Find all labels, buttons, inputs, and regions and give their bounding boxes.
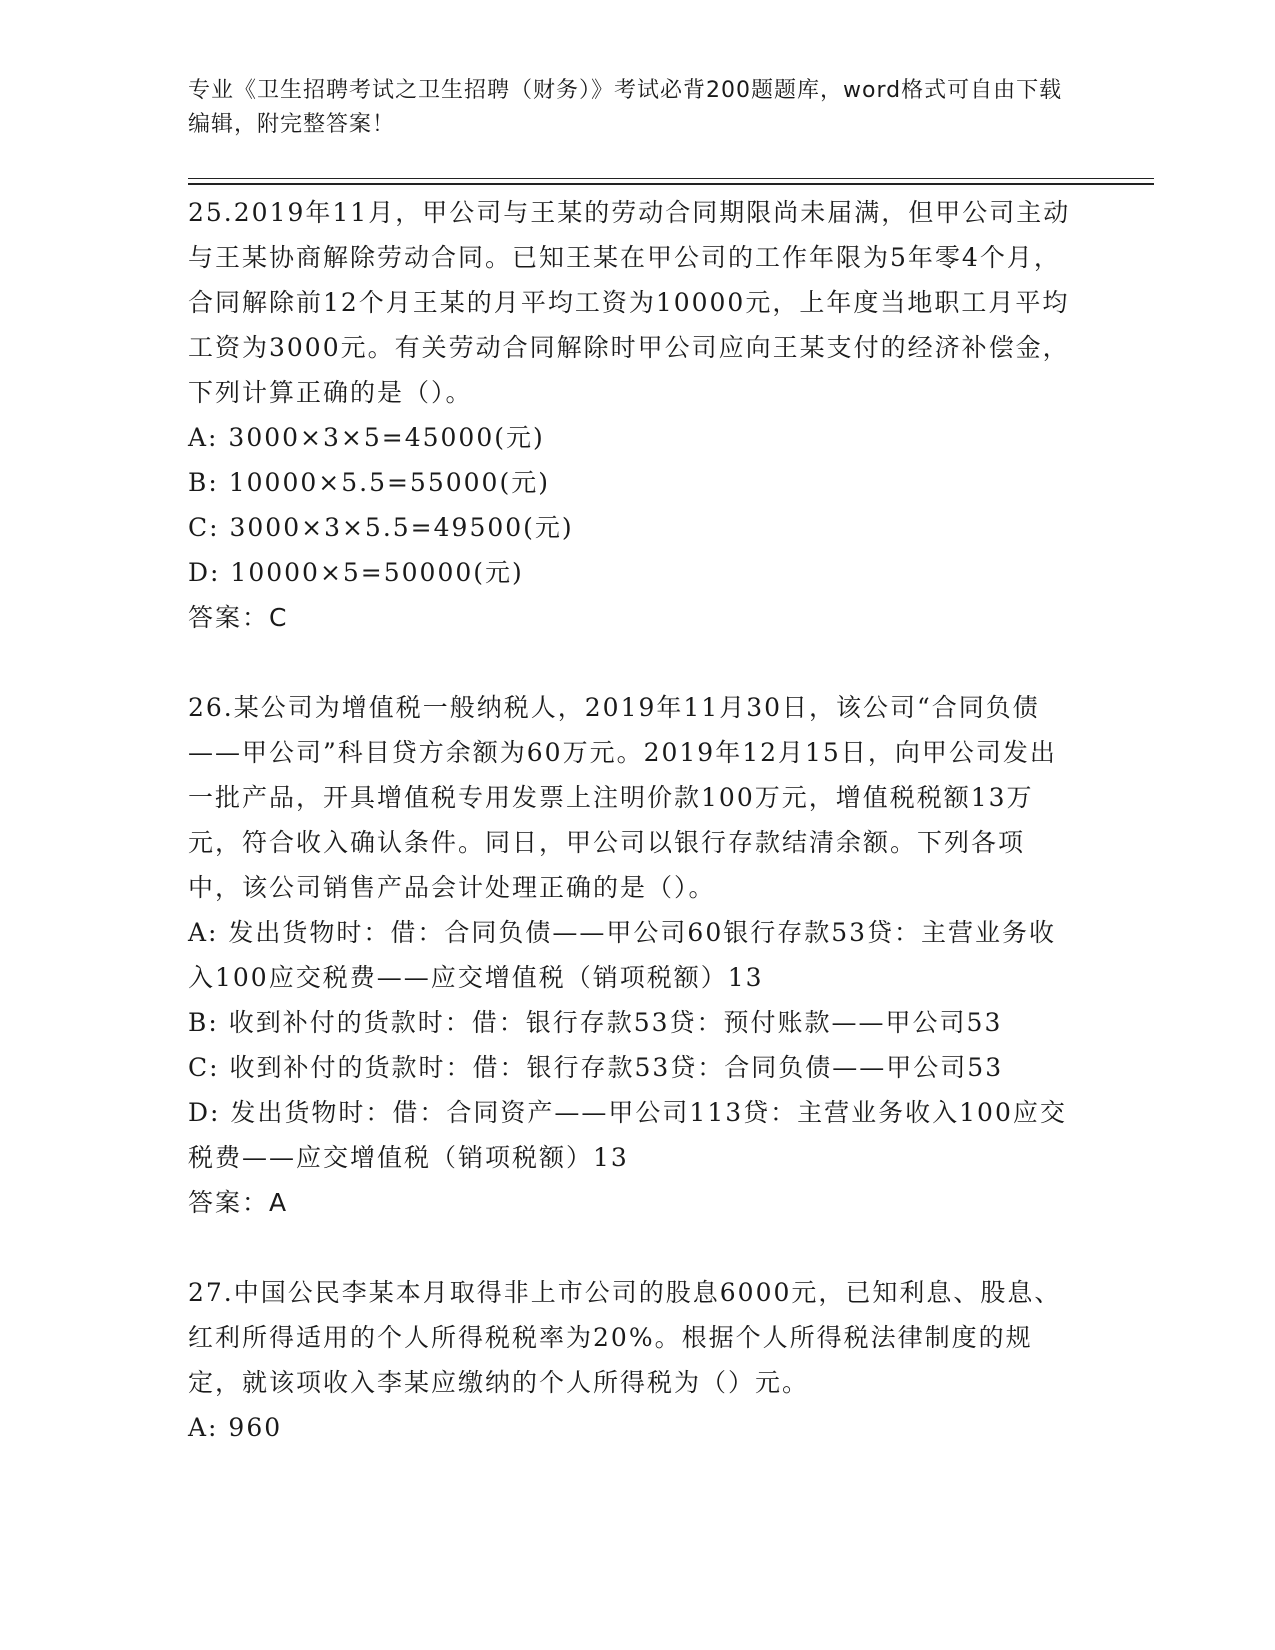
- option-a: A: 3000×3×5=45000(元): [188, 423, 545, 452]
- option-b: B: 收到补付的货款时：借：银行存款53贷：预付账款——甲公司53: [188, 1008, 1003, 1037]
- question-list: [188, 190, 1078, 1450]
- question-stem: 26.某公司为增值税一般纳税人，2019年11月30日，该公司“合同负债——甲公司”科目贷方余额为60万元。2019年12月15日，向甲公司发出一批产品，开具增值税专用发票上注明价款100万元，增值税税额13万元，符合收入确认条件。同日，甲公司以银行存款结清余额。下列各项中，该公司销售产品会计处理正确的是（）。: [188, 693, 1057, 902]
- header-divider-thick: [188, 183, 1154, 185]
- header-divider-thin: [188, 178, 1154, 179]
- option-a: A: 发出货物时：借：合同负债——甲公司60银行存款53贷：主营业务收入100应交税费——应交增值税（销项税额）13: [188, 918, 1057, 992]
- option-a: A: 960: [188, 1413, 283, 1442]
- answer-text: 答案：C: [188, 603, 289, 632]
- question-25: [188, 190, 1078, 640]
- option-b: B: 10000×5.5=55000(元): [188, 468, 550, 497]
- option-c: C: 3000×3×5.5=49500(元): [188, 513, 574, 542]
- question-stem: 25.2019年11月，甲公司与王某的劳动合同期限尚未届满，但甲公司主动与王某协商解除劳动合同。已知王某在甲公司的工作年限为5年零4个月，合同解除前12个月王某的月平均工资为10000元，上年度当地职工月平均工资为3000元。有关劳动合同解除时甲公司应向王某支付的经济补偿金，下列计算正确的是（）。: [188, 198, 1071, 407]
- page-header: 专业《卫生招聘考试之卫生招聘（财务）》考试必背200题题库，word格式可自由下载编辑，附完整答案！: [188, 78, 1063, 137]
- question-27: [188, 1270, 1078, 1450]
- question-26: [188, 685, 1078, 1225]
- option-d: D: 发出货物时：借：合同资产——甲公司113贷：主营业务收入100应交税费——应交增值税（销项税额）13: [188, 1098, 1067, 1172]
- answer-text: 答案：A: [188, 1188, 289, 1217]
- question-spacer: [188, 1225, 1078, 1270]
- option-d: D: 10000×5=50000(元): [188, 558, 524, 587]
- question-stem: 27.中国公民李某本月取得非上市公司的股息6000元，已知利息、股息、红利所得适用的个人所得税税率为20%。根据个人所得税法律制度的规定，就该项收入李某应缴纳的个人所得税为（）元。: [188, 1278, 1062, 1397]
- option-c: C: 收到补付的货款时：借：银行存款53贷：合同负债——甲公司53: [188, 1053, 1004, 1082]
- question-spacer: [188, 640, 1078, 685]
